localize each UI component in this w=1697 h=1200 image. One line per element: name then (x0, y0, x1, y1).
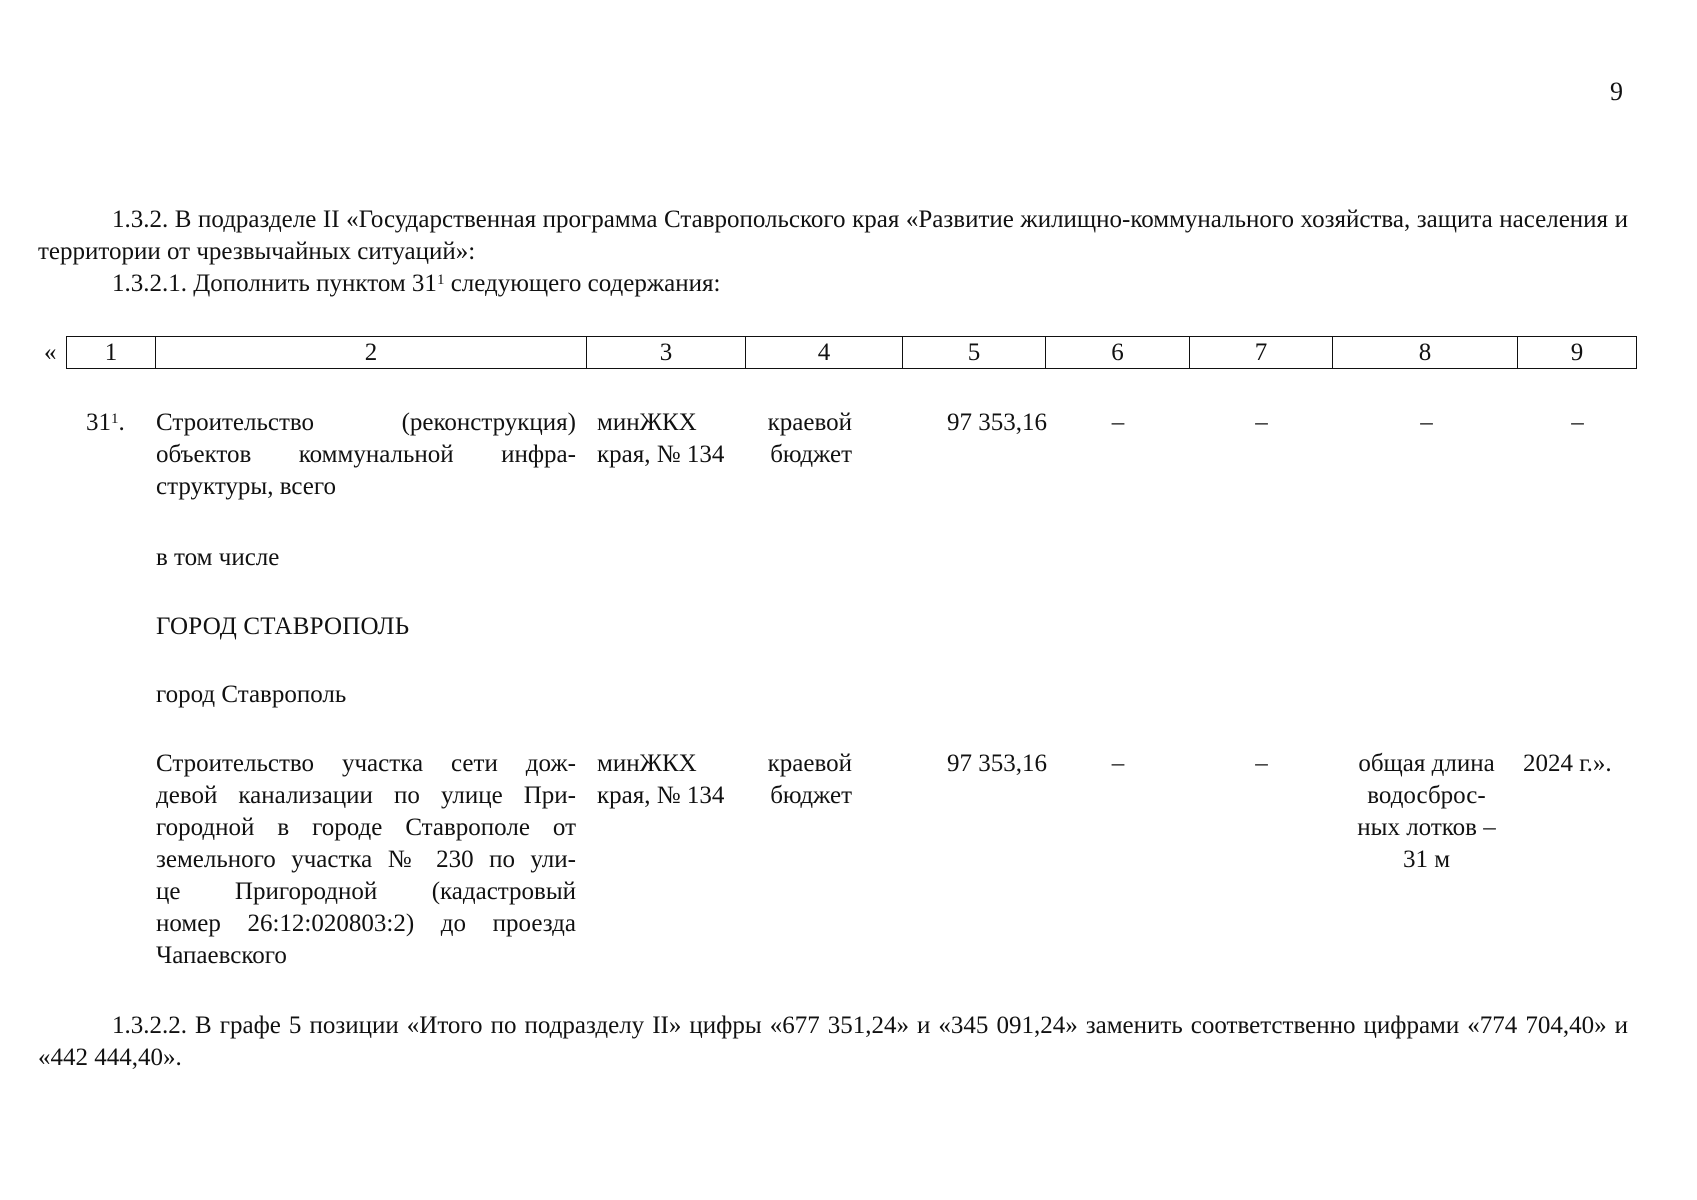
row2-executor (597, 748, 724, 812)
row1-name-word: Строительство (156, 409, 315, 436)
column-number-header (66, 336, 1637, 369)
column-header-6: 6 (1046, 337, 1190, 369)
row1-name-word: (реконструкция) (401, 409, 576, 436)
column-header-4: 4 (746, 337, 903, 369)
row1-name-line3: структуры, всего (156, 473, 336, 500)
row2-name-line: це Пригородной (кадастровый (156, 878, 576, 905)
intro-paragraph-2-prefix: 1.3.2.1. Дополнить пунктом 31 (112, 270, 437, 297)
row2-result-line: водосброс- (1367, 782, 1486, 809)
row2-amount: 97 353,16 (947, 750, 1047, 777)
table-open-quote: « (44, 339, 57, 366)
row1-name (156, 407, 576, 503)
row2-result-line: 31 м (1402, 846, 1451, 873)
column-header-3: 3 (587, 337, 746, 369)
row1-number-suffix: . (118, 409, 125, 436)
row2-source (740, 748, 852, 812)
column-header-8: 8 (1333, 337, 1518, 369)
row2-executor-line1: минЖКХ (597, 750, 697, 777)
row1-source-line2: бюджет (770, 441, 852, 468)
row1-source (740, 407, 852, 471)
row1-col9: – (1571, 409, 1584, 436)
row2-year: 2024 г.». (1523, 750, 1612, 777)
row1-amount: 97 353,16 (947, 409, 1047, 436)
column-header-2: 2 (156, 337, 587, 369)
row1-col7: – (1255, 409, 1268, 436)
row1-executor (597, 407, 724, 471)
row2-col7: – (1255, 750, 1268, 777)
row1-number (86, 407, 125, 439)
row2-result-line: общая длина (1358, 750, 1495, 777)
row2-name-line: Строительство участка сети дож- (156, 750, 576, 777)
row2-executor-line2: края, № 134 (597, 782, 725, 809)
row1-col8: – (1420, 409, 1433, 436)
row2-name-line: номер 26:12:020803:2) до проезда (156, 910, 576, 937)
including-label: в том числе (156, 544, 280, 571)
row1-executor-line1: минЖКХ (597, 409, 697, 436)
row2-result-line: ных лотков – (1357, 814, 1496, 841)
row2-result (1334, 748, 1519, 876)
row2-name-line: Чапаевского (156, 942, 287, 969)
row2-source-line2: бюджет (770, 782, 852, 809)
row1-col6: – (1111, 409, 1125, 436)
column-header-5: 5 (903, 337, 1046, 369)
row1-executor-line2: края, № 134 (597, 441, 725, 468)
column-header-9: 9 (1518, 337, 1637, 369)
intro-paragraph-2-suffix: следующего содержания: (444, 270, 721, 297)
row1-name-word: объектов (156, 441, 252, 468)
intro-paragraph-1: 1.3.2. В подразделе II «Государственная программа Ставропольского края «Развитие жилищно-коммунального хозяйства, защита населения и территории от чрезвычайных ситуаций»: (38, 206, 1628, 265)
row2-name (156, 748, 576, 972)
row2-name-line: земельного участка № 230 по ули- (156, 846, 576, 873)
city-caps-label: ГОРОД СТАВРОПОЛЬ (156, 613, 410, 640)
page-number: 9 (1610, 77, 1623, 106)
row2-name-line: городной в городе Ставрополе от (156, 814, 576, 841)
intro-paragraph-2-sup: 1 (436, 272, 445, 288)
row1-number-sup: 1 (111, 411, 119, 427)
row1-name-word: коммунальной (298, 441, 454, 468)
row1-name-line2 (156, 439, 576, 471)
row1-name-word: инфра- (501, 441, 576, 468)
row1-name-line1 (156, 407, 576, 439)
column-header-1: 1 (67, 337, 156, 369)
city-label: город Ставрополь (156, 681, 347, 708)
column-header-7: 7 (1190, 337, 1333, 369)
closing-paragraph: 1.3.2.2. В графе 5 позиции «Итого по подразделу II» цифры «677 351,24» и «345 091,24» заменить соответственно цифрами «774 704,40» и «442 444,40». (38, 1012, 1628, 1071)
row2-source-line1: краевой (767, 750, 852, 777)
row2-name-line: девой канализации по улице При- (156, 782, 576, 809)
row1-number-main: 31 (86, 409, 111, 436)
row2-col6: – (1111, 750, 1125, 777)
row1-source-line1: краевой (767, 409, 852, 436)
intro-paragraph-2 (38, 268, 1628, 300)
